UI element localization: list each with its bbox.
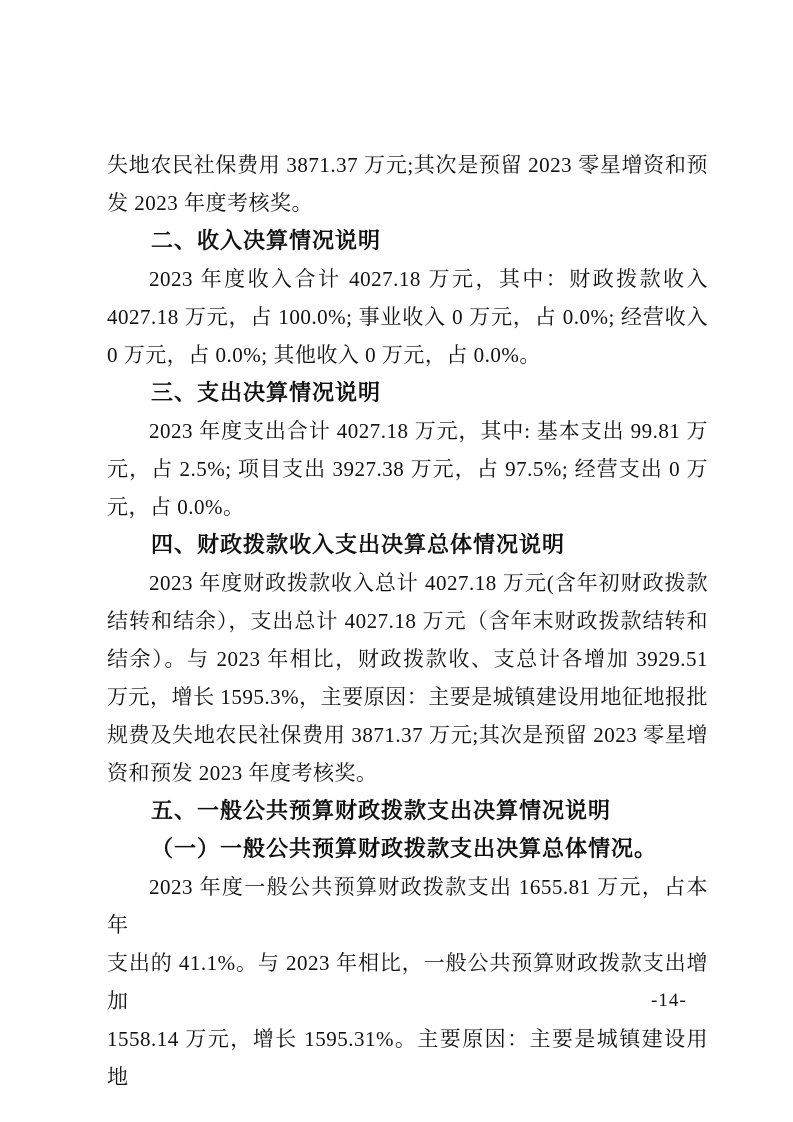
page-number: -14- <box>651 990 687 1011</box>
section-heading-5: 五、一般公共预算财政拨款支出决算情况说明 <box>151 798 612 823</box>
section-heading-2: 二、收入决算情况说明 <box>151 228 382 253</box>
paragraph <box>107 146 708 222</box>
sub-section-heading: （一）一般公共预算财政拨款支出决算总体情况。 <box>151 836 658 861</box>
text-line: 失地农民社保费用 3871.37 万元;其次是预留 2023 零星增资和预 <box>107 153 708 177</box>
paragraph <box>107 868 708 1096</box>
text-line: 元，占 0.0%。 <box>107 495 245 519</box>
paragraph <box>107 412 708 526</box>
text-line: 2023 年度一般公共预算财政拨款支出 1655.81 万元，占本年 <box>107 875 708 937</box>
text-line: 结余）。与 2023 年相比，财政拨款收、支总计各增加 3929.51 <box>107 647 708 671</box>
text-line: 规费及失地农民社保费用 3871.37 万元;其次是预留 2023 零星增 <box>107 723 708 747</box>
text-line: 2023 年度财政拨款收入总计 4027.18 万元(含年初财政拨款 <box>149 571 708 595</box>
text-line: 元，占 2.5%; 项目支出 3927.38 万元，占 97.5%; 经营支出 0 万 <box>107 457 708 481</box>
text-line: 2023 年度支出合计 4027.18 万元，其中: 基本支出 99.81 万 <box>149 419 708 443</box>
document-content <box>107 146 708 1096</box>
text-line: 4027.18 万元，占 100.0%; 事业收入 0 万元，占 0.0%; 经营收入 <box>107 305 708 329</box>
text-line: 支出的 41.1%。与 2023 年相比，一般公共预算财政拨款支出增加 <box>107 951 708 1013</box>
section-heading-3: 三、支出决算情况说明 <box>151 380 382 405</box>
paragraph <box>107 260 708 374</box>
text-line: 发 2023 年度考核奖。 <box>107 191 313 215</box>
text-line: 1558.14 万元，增长 1595.31%。主要原因：主要是城镇建设用地 <box>107 1027 708 1089</box>
text-line: 0 万元，占 0.0%; 其他收入 0 万元，占 0.0%。 <box>107 343 541 367</box>
section-heading-4: 四、财政拨款收入支出决算总体情况说明 <box>151 532 566 557</box>
text-line: 资和预发 2023 年度考核奖。 <box>107 761 378 785</box>
paragraph <box>107 564 708 792</box>
text-line: 2023 年度收入合计 4027.18 万元，其中：财政拨款收入 <box>149 267 708 291</box>
text-line: 结转和结余），支出总计 4027.18 万元（含年末财政拨款结转和 <box>107 609 708 633</box>
text-line: 万元，增长 1595.3%，主要原因：主要是城镇建设用地征地报批 <box>107 685 708 709</box>
